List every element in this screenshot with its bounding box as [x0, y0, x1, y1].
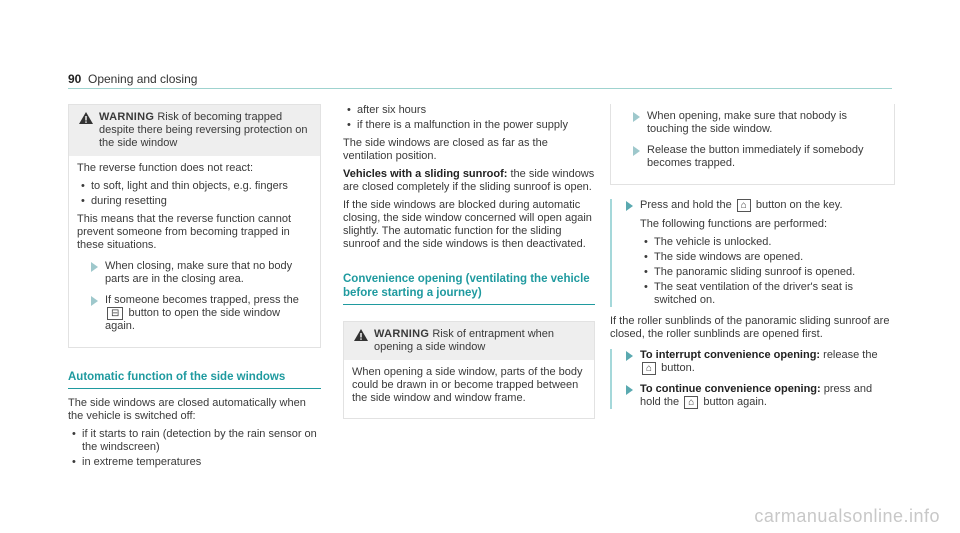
warning-triangle-icon — [79, 112, 93, 124]
window-button-icon: ⊟ — [107, 307, 123, 320]
step-text: press and hold the — [640, 383, 873, 408]
unlock-button-icon: ⌂ — [684, 396, 698, 409]
functions-list — [640, 236, 895, 307]
warning-triangle-icon — [354, 329, 368, 341]
step-arrow-icon — [633, 112, 640, 122]
column-middle — [343, 104, 595, 419]
warning-step-nobody — [619, 110, 886, 136]
step-text: release the — [823, 349, 878, 361]
step-interrupt — [612, 349, 895, 375]
warning-label: WARNING — [99, 111, 155, 123]
warning-box-entrapment — [343, 321, 595, 419]
unlock-button-icon: ⌂ — [642, 362, 656, 375]
step-arrow-icon — [91, 262, 98, 272]
unlock-button-icon: ⌂ — [737, 199, 751, 212]
step-text: Press and hold the — [640, 199, 732, 211]
roller-note: If the roller sunblinds of the panoramic sliding sunroof are closed, the roller sunblinds are opened first. — [610, 315, 890, 340]
step-continue — [612, 383, 895, 409]
step-text: button to open the side window again. — [105, 307, 281, 332]
warning-header — [69, 105, 320, 156]
auto-intro: The side windows are closed automatically when the vehicle is switched off: — [68, 397, 306, 422]
warning-outro: This means that the reverse function cannot prevent someone from becoming trapped in these situations. — [77, 213, 292, 251]
list-item: • if it starts to rain (detection by the rain sensor on the windscreen) — [68, 428, 321, 454]
list-item: • to soft, light and thin objects, e.g. fingers — [77, 180, 312, 193]
warning-title: Risk of becoming trapped despite there being reversing protection on the side window — [99, 111, 308, 149]
warning-body — [611, 104, 894, 184]
warning-step-release — [619, 144, 886, 170]
list-item: • if there is a malfunction in the power supply — [343, 119, 595, 132]
step-text: Release the button immediately if somebody becomes trapped. — [647, 144, 864, 169]
list-item: • in extreme temperatures — [68, 456, 321, 469]
auto-bullets-2 — [343, 104, 595, 132]
header-rule — [68, 88, 892, 89]
warning-box-trapped — [68, 104, 321, 348]
watermark: carmanualsonline.info — [754, 506, 940, 526]
list-item: • The panoramic sliding sunroof is opened. — [640, 266, 895, 279]
press-step-block — [610, 199, 895, 307]
warning-body — [344, 360, 594, 418]
step-arrow-icon — [626, 385, 633, 395]
page-number: 90 — [68, 72, 82, 86]
section-heading-convenience: Convenience opening (ventilating the vehicle before starting a journey) — [343, 272, 595, 305]
column-right — [610, 104, 895, 415]
continue-label: To continue convenience opening: — [640, 383, 821, 395]
warning-body — [69, 156, 320, 347]
step-text: When closing, make sure that no body parts are in the closing area. — [105, 260, 293, 285]
warning-step-trapped — [77, 294, 312, 333]
warning-bullets — [77, 180, 312, 208]
step-press-hold — [612, 199, 895, 212]
warning-step-closing — [77, 260, 312, 286]
auto-ventilation: The side windows are closed as far as the ventilation position. — [343, 137, 548, 162]
auto-sunroof — [343, 168, 595, 194]
list-item: • after six hours — [343, 104, 595, 117]
list-item: • The vehicle is unlocked. — [640, 236, 895, 249]
step-arrow-icon — [91, 296, 98, 306]
list-item: • The seat ventilation of the driver's seat is switched on. — [640, 281, 895, 307]
auto-blocked: If the side windows are blocked during automatic closing, the side window concerned will open again slightly. The automatic function for the sliding sunroof and the side windows is then deactivated. — [343, 199, 592, 250]
step-arrow-icon — [633, 146, 640, 156]
interrupt-label: To interrupt convenience opening: — [640, 349, 821, 361]
warning-box-continued — [610, 104, 895, 185]
warning-intro: The reverse function does not react: — [77, 162, 254, 174]
list-item: • The side windows are opened. — [640, 251, 895, 264]
page-header — [0, 68, 960, 92]
warning-text: When opening a side window, parts of the body could be drawn in or become trapped between the side window and window frame. — [352, 366, 583, 404]
functions-intro: The following functions are performed: — [640, 218, 828, 230]
list-item: • during resetting — [77, 195, 312, 208]
section-heading-automatic: Automatic function of the side windows — [68, 370, 321, 389]
warning-label: WARNING — [374, 328, 430, 340]
sunroof-label: Vehicles with a sliding sunroof: — [343, 168, 508, 180]
auto-bullets-1 — [68, 428, 321, 469]
column-left — [68, 104, 321, 474]
step-text: If someone becomes trapped, press the — [105, 294, 299, 306]
step-text: button on the key. — [755, 199, 843, 211]
warning-header — [344, 322, 594, 360]
step-arrow-icon — [626, 351, 633, 361]
functions-block — [612, 218, 895, 307]
sunroof-text: the side windows are closed completely if the sliding sunroof is open. — [343, 168, 595, 193]
interrupt-step-block — [610, 349, 895, 409]
step-arrow-icon — [626, 201, 633, 211]
header-title: Opening and closing — [88, 72, 198, 86]
step-text: When opening, make sure that nobody is touching the side window. — [647, 110, 847, 135]
step-text: button again. — [703, 396, 767, 408]
step-text: button. — [661, 362, 695, 374]
warning-title: Risk of entrapment when opening a side window — [374, 328, 554, 353]
